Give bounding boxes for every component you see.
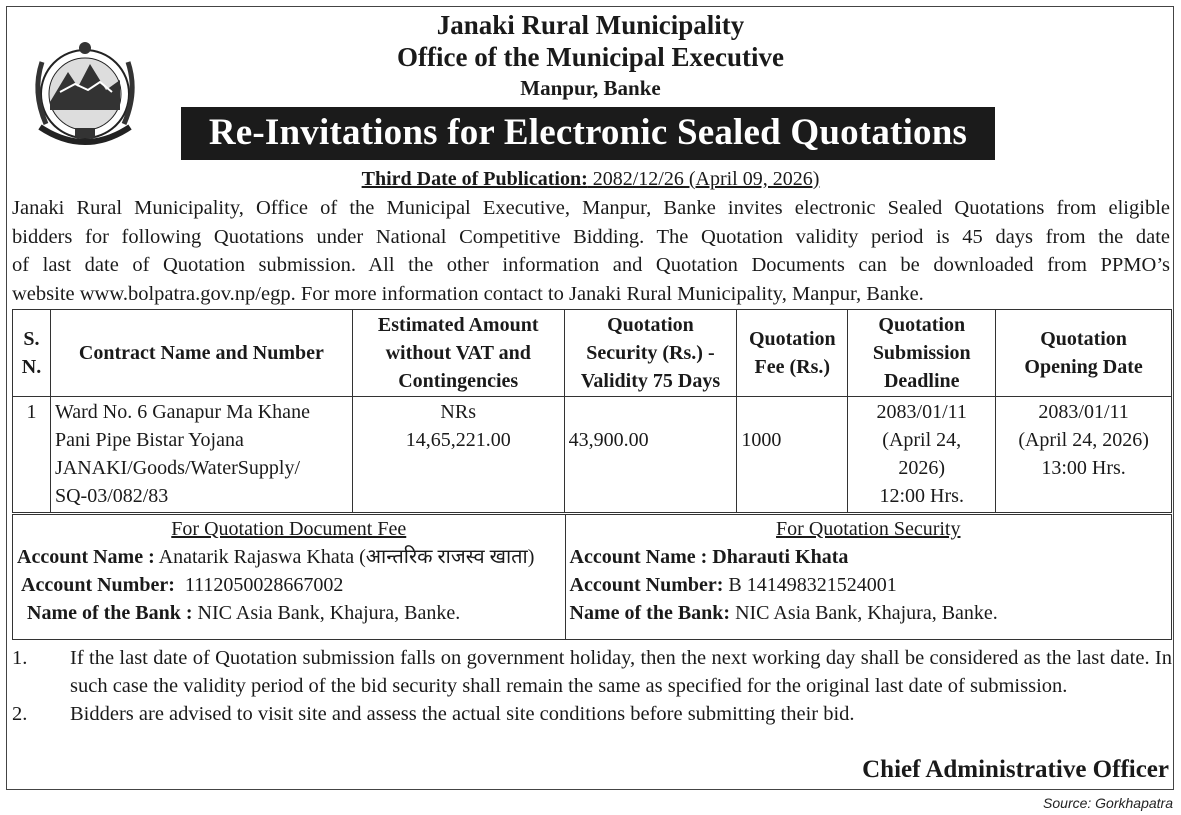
cell-amount: NRs 14,65,221.00 [352, 397, 564, 513]
intro-paragraph [12, 194, 1170, 308]
publication-date [0, 168, 1181, 191]
notice-title-banner: Re-Invitations for Electronic Sealed Quotations [181, 107, 995, 160]
document-fee-account-number: Account Number: 1112050028667002 [21, 574, 344, 596]
document-fee-title: For Quotation Document Fee [171, 518, 407, 540]
municipality-name: Janaki Rural Municipality [436, 10, 745, 40]
signatory-title: Chief Administrative Officer [862, 756, 1169, 783]
header-fee: Quotation Fee (Rs.) [737, 310, 848, 397]
security-title: For Quotation Security [776, 518, 961, 540]
security-account-name: Account Name : Dharauti Khata [569, 546, 849, 568]
document-fee-account [13, 515, 566, 640]
quotation-table [12, 309, 1172, 513]
header-contract: Contract Name and Number [50, 310, 352, 397]
header-security: Quotation Security (Rs.) - Validity 75 Days [564, 310, 737, 397]
source-credit: Source: Gorkhapatra [1043, 795, 1173, 811]
cell-security: 43,900.00 [564, 397, 737, 513]
publication-date-value: 2082/12/26 (April 09, 2026) [587, 168, 820, 190]
intro-line: of last date of Quotation submission. All the other information and Quotation Documents can be downloaded from PPMO’s [12, 254, 1170, 276]
notes-list [12, 644, 1172, 728]
security-bank: Name of the Bank: NIC Asia Bank, Khajura, Banke. [569, 602, 998, 624]
table-header-row [13, 310, 1172, 397]
office-name: Office of the Municipal Executive [397, 42, 784, 72]
cell-sn: 1 [13, 397, 51, 513]
table-row [13, 397, 1172, 513]
security-account [565, 515, 1171, 640]
header-amount: Estimated Amount without VAT and Contingencies [352, 310, 564, 397]
document-fee-account-name: Account Name : Anatarik Rajaswa Khata (आन्तरिक राजस्व खाता) [17, 546, 535, 568]
security-account-number: Account Number: B 141498321524001 [569, 574, 897, 596]
cell-deadline: 2083/01/11 (April 24, 2026) 12:00 Hrs. [848, 397, 996, 513]
header-opening: Quotation Opening Date [996, 310, 1172, 397]
intro-line: website www.bolpatra.gov.np/egp. For more information contact to Janaki Rural Municipality, Manpur, Banke. [12, 282, 924, 305]
header-deadline: Quotation Submission Deadline [848, 310, 996, 397]
intro-line: Janaki Rural Municipality, Office of the Municipal Executive, Manpur, Banke invites electronic Sealed Quotations from eligible [12, 197, 1170, 219]
intro-line: bidders for following Quotations under National Competitive Bidding. The Quotation validity period is 45 days from the date [12, 225, 1170, 248]
cell-fee: 1000 [737, 397, 848, 513]
list-item: 2. Bidders are advised to visit site and assess the actual site conditions before submitting their bid. [12, 703, 855, 725]
publication-date-label: Third Date of Publication: [361, 168, 588, 190]
cell-opening: 2083/01/11 (April 24, 2026) 13:00 Hrs. [996, 397, 1172, 513]
document-fee-bank: Name of the Bank : NIC Asia Bank, Khajura, Banke. [27, 602, 461, 624]
office-location: Manpur, Banke [520, 76, 661, 100]
cell-contract: Ward No. 6 Ganapur Ma Khane Pani Pipe Bistar Yojana JANAKI/Goods/WaterSupply/ SQ-03/082/83 [50, 397, 352, 513]
account-details-table [12, 514, 1172, 640]
header-sn: S. N. [13, 310, 51, 397]
list-item: 1. If the last date of Quotation submission falls on government holiday, then the next working day shall be considered as the last date. In such case the validity period of the bid security shall remain the same as specified for the original last date of submission. [12, 647, 1172, 697]
